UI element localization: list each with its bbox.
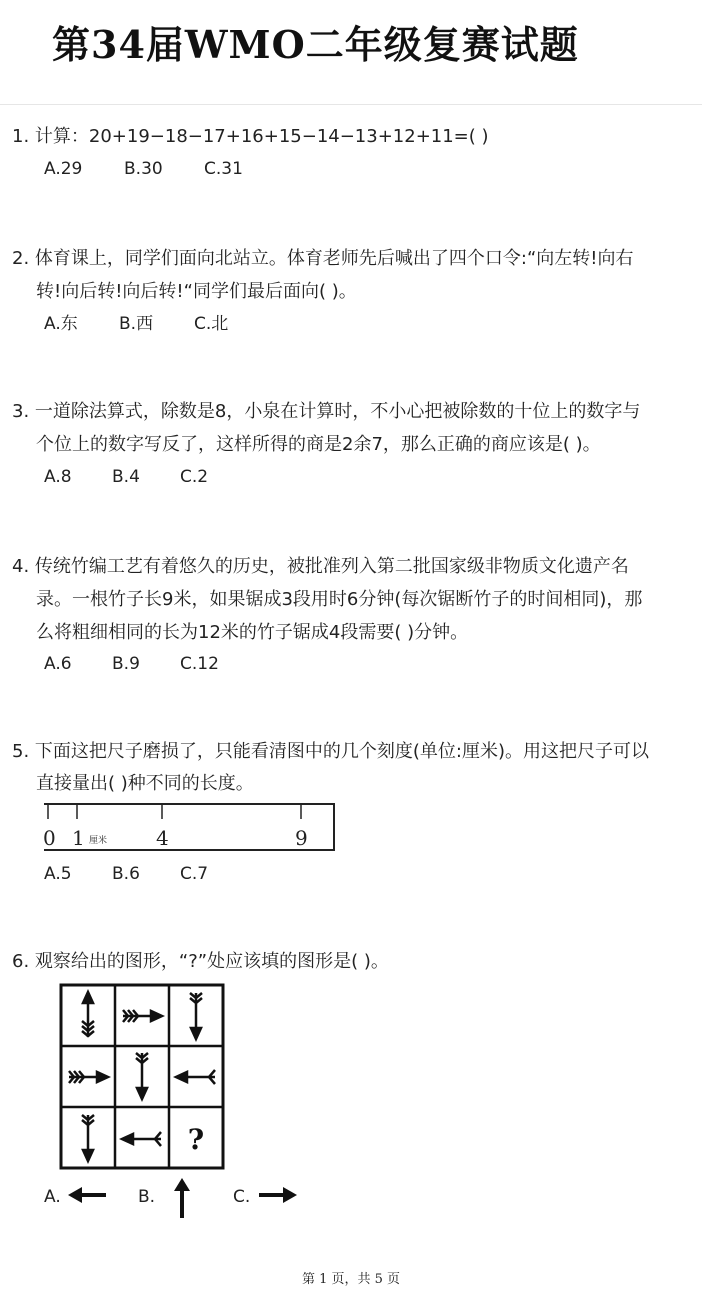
q6-option-b-label: B.: [138, 1187, 156, 1207]
ruler-label-1: 1: [72, 826, 85, 850]
arrow-right-feathered-icon: [69, 1071, 108, 1083]
ruler-label-9: 9: [295, 826, 308, 850]
ruler-unit-label: 厘米: [89, 836, 108, 846]
arrow-up-feathered-icon: [82, 992, 94, 1037]
q3-option-c: C.2: [180, 467, 209, 487]
q5-option-c: C.7: [180, 864, 209, 884]
q4-text-line3: 么将粗细相同的长为12米的竹子锯成4段需要( )分钟。: [36, 622, 469, 643]
q2-options: [44, 313, 228, 335]
page-footer: 第 1 页，共 5 页: [301, 1272, 401, 1287]
arrow-right-feathered-icon: [123, 1010, 162, 1022]
q5-options: [44, 863, 208, 885]
q3-text-line2: 个位上的数字写反了，这样所得的商是2余7，那么正确的商应该是( )。: [36, 434, 601, 455]
q4-option-c: C.12: [180, 654, 219, 674]
question-mark: ?: [187, 1123, 205, 1156]
q3-option-b: B.4: [112, 467, 140, 487]
q2-text-line2: 转!向后转!向后转!“同学们最后面向( )。: [36, 281, 357, 302]
ruler-label-0: 0: [43, 826, 56, 850]
q5-text-line1: 5. 下面这把尺子磨损了，只能看清图中的几个刻度(单位:厘米)。用这把尺子可以: [12, 741, 650, 762]
arrow-left-feathered-icon: [176, 1070, 215, 1084]
arrow-down-feathered-icon: [190, 993, 202, 1039]
title-divider: [0, 104, 702, 105]
q2-option-a: A.东: [44, 314, 78, 334]
q5-option-a: A.5: [44, 864, 72, 884]
pattern-grid: [59, 983, 225, 1170]
q3-option-a: A.8: [44, 467, 72, 487]
q4-text-line2: 录。一根竹子长9米，如果锯成3段用时6分钟(每次锯断竹子的时间相同)，那: [36, 589, 643, 610]
q4-text-line1: 4. 传统竹编工艺有着悠久的历史，被批准列入第二批国家级非物质文化遗产名: [12, 556, 629, 577]
worn-ruler: [40, 803, 336, 851]
arrow-left-feathered-icon: [122, 1132, 161, 1146]
q6-option-c-label: C.: [233, 1187, 251, 1207]
q1-option-a: A.29: [44, 159, 83, 179]
q2-text-line1: 2. 体育课上，同学们面向北站立。体育老师先后喊出了四个口令:“向左转!向右: [12, 248, 634, 269]
q4-options: [44, 653, 219, 675]
q6-text: 6. 观察给出的图形，“?”处应该填的图形是( )。: [12, 951, 389, 972]
q1-text: 1. 计算：20+19−18−17+16+15−14−13+12+11=( ): [12, 126, 489, 147]
arrow-up-icon: [168, 1176, 196, 1220]
arrow-down-feathered-icon: [82, 1115, 94, 1161]
q5-text-line2: 直接量出( )种不同的长度。: [36, 773, 254, 794]
arrow-down-feathered-icon: [136, 1053, 148, 1099]
q3-options: [44, 466, 208, 488]
q4-option-a: A.6: [44, 654, 72, 674]
arrow-right-icon: [255, 1178, 299, 1212]
q2-option-c: C.北: [194, 314, 229, 334]
q1-option-b: B.30: [124, 159, 163, 179]
q1-option-c: C.31: [204, 159, 243, 179]
ruler-label-4: 4: [156, 826, 169, 850]
q1-options: [44, 158, 243, 180]
q4-option-b: B.9: [112, 654, 140, 674]
q6-option-a-label: A.: [44, 1187, 61, 1207]
q3-text-line1: 3. 一道除法算式，除数是8，小泉在计算时，不小心把被除数的十位上的数字与: [12, 401, 641, 422]
document-title: 第34届WMO二年级复赛试题: [52, 22, 579, 67]
q2-option-b: B.西: [119, 314, 154, 334]
arrow-left-icon: [66, 1178, 110, 1212]
q5-option-b: B.6: [112, 864, 140, 884]
